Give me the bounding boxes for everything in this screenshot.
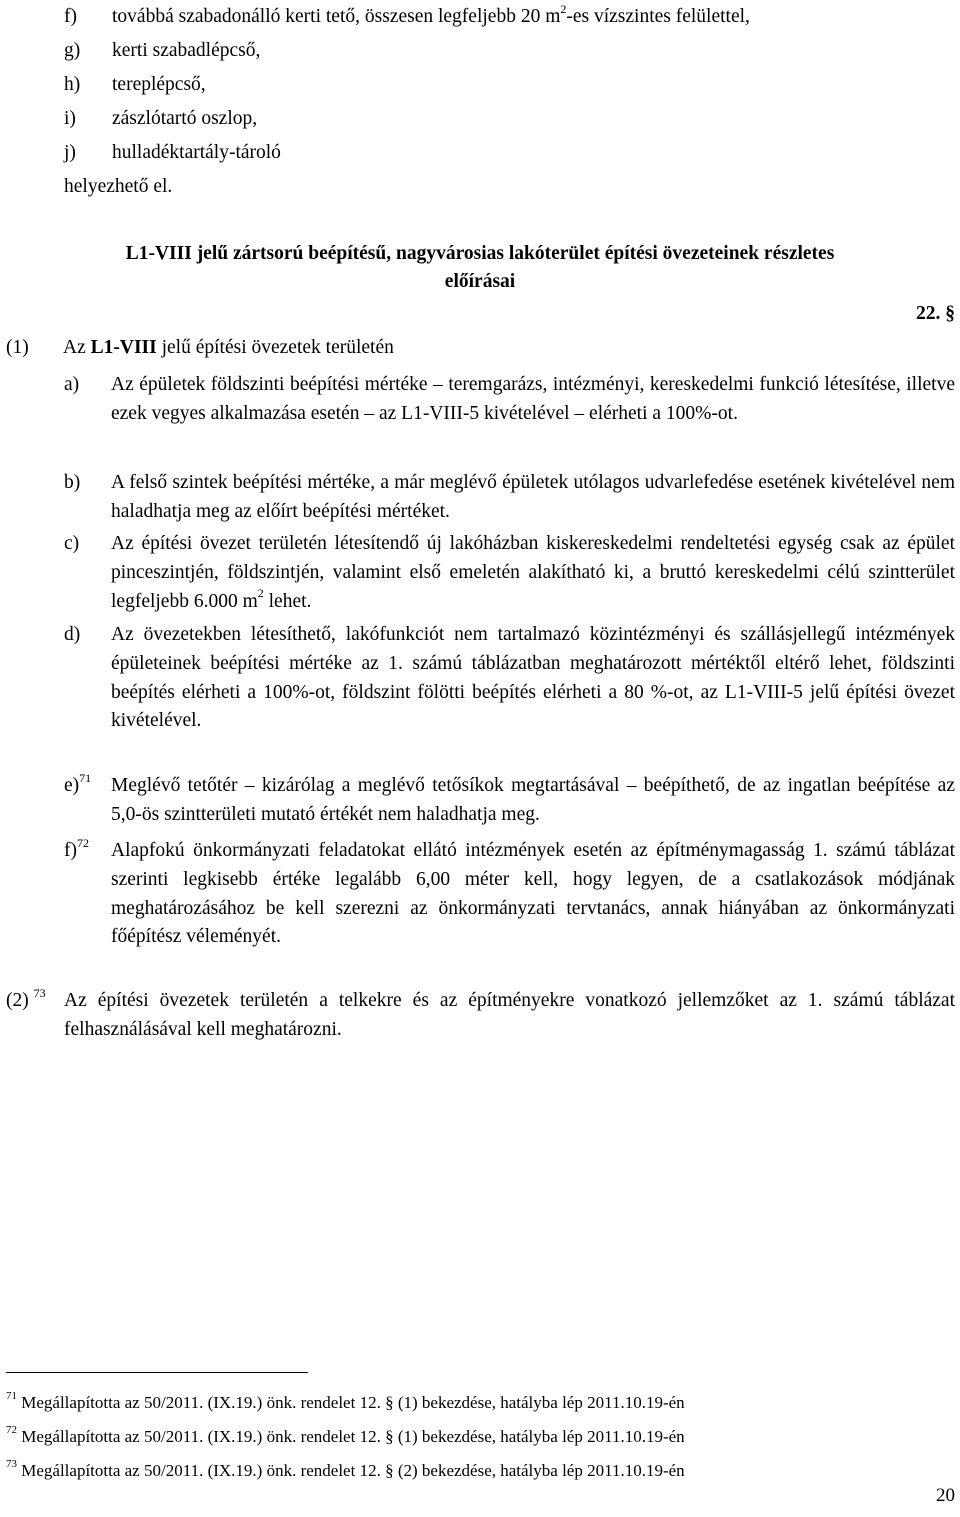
paragraph-text: Az építési övezetek területén a telkekre és az építményekre vonatkozó jellemzőket az 1. számú táblázat felhasználásával kell meghatározni. <box>64 990 955 1040</box>
subpoint-label-text: f) <box>64 840 77 861</box>
list-item-label: i) <box>64 108 76 129</box>
subpoint-label <box>64 772 111 830</box>
footnote <box>6 1424 906 1458</box>
list-item-label: j) <box>64 142 76 163</box>
subpoint-text: Az épületek földszinti beépítési mértéke – teremgarázs, intézményi, kereskedelmi funkció létesítése, illetve ezek vegyes alkalmazása esetén – az L1-VIII-5 kivételével – elérheti a 100%-ot. <box>111 374 955 424</box>
subpoint-label: d) <box>64 624 81 645</box>
subpoint-label <box>64 837 111 952</box>
list-item-label: g) <box>64 40 81 61</box>
top-list <box>64 3 954 173</box>
subpoint-text: Meglévő tetőtér – kizárólag a meglévő tetősíkok megtartásával – beépíthető, de az ingatlan beépítése az 5,0-ös szintterületi mutató értékét nem haladhatja meg. <box>111 775 955 825</box>
subpoint-text <box>111 530 955 616</box>
subpoint-label: c) <box>64 533 80 554</box>
list-item <box>64 3 954 37</box>
helyezheto-text: helyezhető el. <box>64 176 173 197</box>
subpoint-f <box>64 837 955 952</box>
zone-code: L1-VIII <box>90 337 157 358</box>
subpoint-a <box>64 371 955 429</box>
list-item-text-main: továbbá szabadonálló kerti tető, összesen legfeljebb 20 m <box>112 6 561 27</box>
subpoint-text: Az övezetekben létesíthető, lakófunkciót nem tartalmazó közintézményi és szállásjellegű intézmények épületeinek beépítési mértéke az 1. számú táblázatban meghatározott mértéktől eltérő lehet, földszinti beépítés elérheti a 100%-ot, földszint fölötti beépítés elérheti a 80 %-ot, az L1-VIII-5 jelű építési övezet kivételével. <box>111 624 955 732</box>
list-item-text: tereplépcső, <box>112 74 206 95</box>
superscript: 2 <box>560 1 567 16</box>
footnotes <box>6 1390 906 1492</box>
paragraph-text-after: jelű építési övezetek területén <box>156 337 394 358</box>
footnote <box>6 1390 906 1424</box>
subpoint-text-main: Az építési övezet területén létesítendő új lakóházban kiskereskedelmi rendeltetési egység csak az épület pinceszintjén, földszintjén, valamint első emeletén alakítható ki, a bruttó kereskedelmi célú szintterület legfeljebb 6.000 m <box>111 533 955 612</box>
page-number: 20 <box>936 1485 955 1506</box>
footnote-ref: 71 <box>79 770 92 785</box>
list-item-label: h) <box>64 74 81 95</box>
subpoint-e <box>64 772 955 830</box>
subpoint-d <box>64 621 955 736</box>
subpoint-text: Alapfokú önkormányzati feladatokat ellátó intézmények esetén az építménymagasság 1. számú táblázat szerinti legkisebb értéke legalább 6,00 méter kell, hogy legyen, de a csatlakozások módjának meghatározásához be kell szerezni az önkormányzati tervtanács, annak hiányában az önkormányzati főépítész véleményét. <box>111 840 955 948</box>
superscript: 2 <box>257 586 264 601</box>
paragraph-number-text: (2) <box>6 990 29 1011</box>
list-item-text-after: -es vízszintes felülettel, <box>566 6 750 27</box>
subpoint-label-text: e) <box>64 775 80 796</box>
list-item-text: kerti szabadlépcső, <box>112 40 261 61</box>
list-item-text: hulladéktartály-tároló <box>112 142 281 163</box>
paragraph-2 <box>6 987 955 1045</box>
footnote-separator <box>6 1372 308 1373</box>
subpoint-c <box>64 530 955 616</box>
footnote-ref: 72 <box>77 835 89 850</box>
subpoint-label: a) <box>64 374 80 395</box>
footnote-ref: 73 <box>33 985 46 1000</box>
footnote-number: 72 <box>6 1424 17 1437</box>
heading-line-1: L1-VIII jelű zártsorú beépítésű, nagyvárosias lakóterület építési övezeteinek részletes <box>125 243 835 264</box>
list-item <box>64 139 954 173</box>
footnote <box>6 1458 906 1492</box>
subpoint-b <box>64 469 955 527</box>
subpoint-text: A felső szintek beépítési mértéke, a már meglévő épületek utólagos udvarlefedése esetének kivételével nem haladhatja meg az előírt beépítési mértéket. <box>111 472 955 522</box>
list-item-label: f) <box>64 6 77 27</box>
heading-line-2: előírásai <box>444 271 516 292</box>
list-item <box>64 37 954 71</box>
paragraph-number <box>6 987 64 1045</box>
list-item-text <box>112 3 954 32</box>
paragraph-text-before: Az <box>63 337 91 358</box>
list-item <box>64 71 954 105</box>
list-item <box>64 105 954 139</box>
section-heading <box>0 240 960 296</box>
section-number: 22. § <box>916 303 955 324</box>
paragraph-1 <box>6 334 394 363</box>
footnote-text: Megállapította az 50/2011. (IX.19.) önk. rendelet 12. § (2) bekezdése, hatályba lép 2011.10.19-én <box>17 1461 685 1480</box>
paragraph-number: (1) <box>6 337 29 358</box>
subpoint-text-after: lehet. <box>263 590 312 612</box>
footnote-number: 71 <box>6 1390 17 1403</box>
footnote-number: 73 <box>6 1458 17 1471</box>
list-item-text: zászlótartó oszlop, <box>112 108 258 129</box>
footnote-text: Megállapította az 50/2011. (IX.19.) önk. rendelet 12. § (1) bekezdése, hatályba lép 2011.10.19-én <box>17 1427 685 1446</box>
subpoint-label: b) <box>64 472 81 493</box>
footnote-text: Megállapította az 50/2011. (IX.19.) önk. rendelet 12. § (1) bekezdése, hatályba lép 2011.10.19-én <box>17 1393 685 1412</box>
